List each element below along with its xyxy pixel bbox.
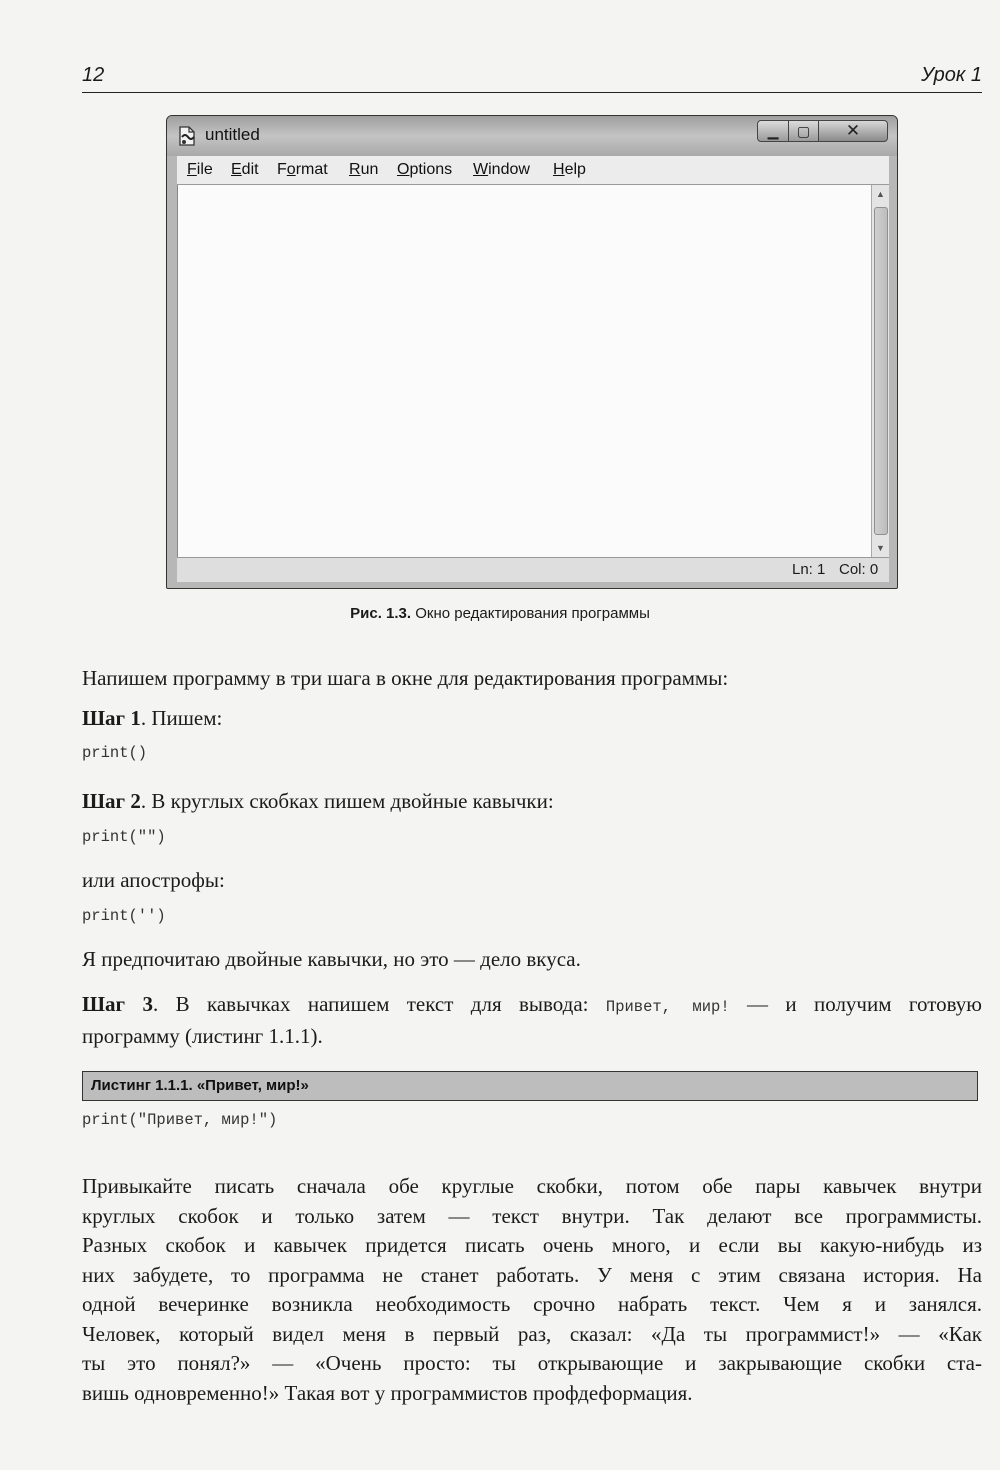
menu-options[interactable]: Options — [397, 161, 453, 178]
step-3: Шаг 3. В кавычках напишем текст для вывода: Привет, мир! — и получим готовую программу (листинг 1.1.1). — [82, 992, 982, 1048]
menu-file[interactable]: File — [187, 161, 213, 178]
story-line: круглых скобок и только затем — текст внутри. Так делают все программисты. — [82, 1203, 982, 1228]
preference-line: Я предпочитаю двойные кавычки, но это — дело вкуса. — [82, 947, 581, 971]
story-line: вишь одновременно!» Такая вот у программистов профдеформация. — [82, 1380, 693, 1405]
apostrophes-line: или апострофы: — [82, 868, 225, 892]
python-file-icon — [177, 125, 197, 147]
close-icon: ✕ — [845, 121, 861, 140]
maximize-icon: ▢ — [796, 122, 811, 139]
minimize-icon: ▁ — [767, 122, 779, 139]
step-2-label: Шаг 2 — [82, 789, 141, 813]
scrollbar-thumb[interactable] — [874, 207, 888, 535]
figure-caption-text: Окно редактирования программы — [411, 605, 650, 622]
listing-header — [82, 1071, 978, 1101]
code-sample-3: print('') — [82, 907, 166, 925]
story-line: Человек, который видел меня в первый раз, сказал: «Да ты программист!» — «Как — [82, 1321, 982, 1346]
figure-label: Рис. 1.3. — [350, 605, 412, 622]
menu-run[interactable]: Run — [349, 161, 379, 178]
scroll-down-arrow-icon[interactable]: ▼ — [876, 543, 885, 553]
page-number: 12 — [82, 64, 105, 86]
inline-code-hello: Привет, мир! — [605, 998, 730, 1016]
idle-editor-window — [166, 115, 898, 589]
window-title: untitled — [205, 125, 260, 144]
figure-caption — [0, 605, 1000, 622]
listing-title: Листинг 1.1.1. «Привет, мир!» — [91, 1077, 309, 1094]
story-paragraph — [82, 1172, 982, 1408]
minimize-button[interactable] — [757, 120, 789, 142]
maximize-button[interactable] — [788, 120, 819, 142]
code-sample-1: print() — [82, 744, 148, 762]
story-line: ты это понял?» — «Очень просто: ты открывающие и закрывающие скобки ста- — [82, 1351, 982, 1375]
story-line: них забудете, то программа не станет работать. У меня с этим связана история. На — [82, 1262, 982, 1287]
listing-code: print("Привет, мир!") — [82, 1111, 278, 1129]
intro-paragraph: Напишем программу в три шага в окне для редактирования программы: — [82, 666, 729, 690]
chapter-title: Урок 1 — [921, 64, 982, 86]
step-1-label: Шаг 1 — [82, 706, 141, 730]
menu-edit[interactable]: Edit — [231, 161, 259, 178]
status-bar — [177, 557, 889, 582]
menu-window[interactable]: Window — [473, 161, 530, 178]
scroll-up-arrow-icon[interactable]: ▲ — [876, 189, 885, 199]
story-line: Привыкайте писать сначала обе круглые скобки, потом обе пары кавычек внутри — [82, 1174, 982, 1198]
menu-help[interactable]: Help — [553, 161, 586, 178]
story-line: одной вечеринке возникла необходимость срочно набрать текст. Чем я и занялся. — [82, 1292, 982, 1316]
vertical-scrollbar[interactable] — [871, 185, 889, 557]
menu-format[interactable]: Format — [277, 161, 328, 178]
story-line: Разных скобок и кавычек придется писать очень много, и если вы какую-нибудь из — [82, 1233, 982, 1257]
step-3-label: Шаг 3 — [82, 992, 153, 1016]
column-indicator: Col: 0 — [839, 561, 879, 578]
code-sample-2: print("") — [82, 828, 166, 846]
page-header — [82, 62, 982, 93]
step-1: Шаг 1. Пишем: — [82, 706, 223, 730]
line-indicator: Ln: 1 — [792, 561, 826, 578]
menu-bar — [177, 156, 889, 185]
code-editor-area[interactable] — [177, 185, 872, 557]
close-button[interactable] — [818, 120, 888, 142]
title-bar[interactable] — [167, 116, 897, 156]
step-2: Шаг 2. В круглых скобках пишем двойные кавычки: — [82, 789, 554, 813]
